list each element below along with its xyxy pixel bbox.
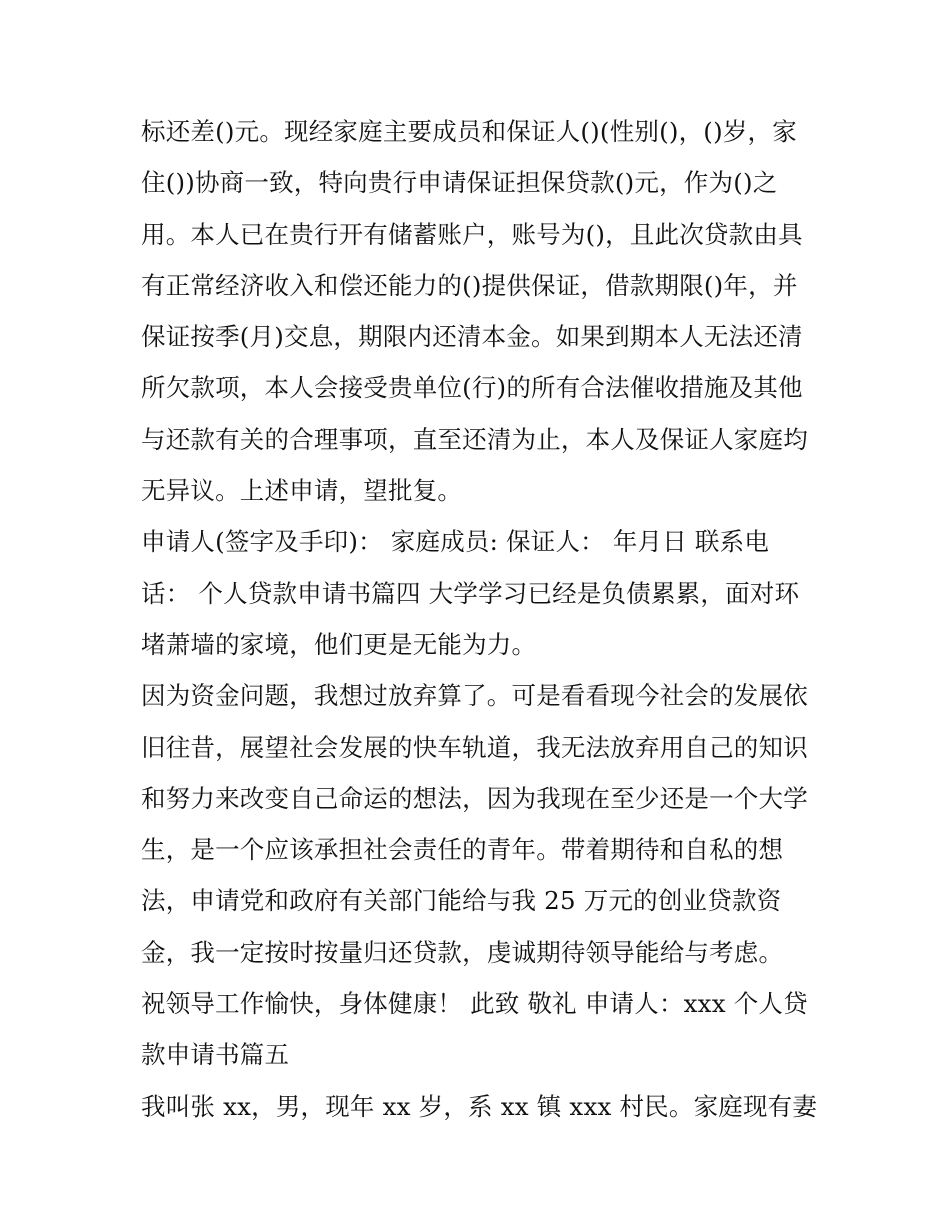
document-body [141, 106, 831, 1132]
text-line: 标还差()元。现经家庭主要成员和保证人()(性别()，()岁，家 [141, 117, 797, 146]
text-line: 与还款有关的合理事项，直至还清为止，本人及保证人家庭均 [141, 424, 808, 454]
text-line: 因为资金问题，我想过放弃算了。可是看看现今社会的发展依 [141, 681, 808, 711]
text-line: 话： 个人贷款申请书篇四 大学学习已经是负债累累，面对环 [141, 578, 800, 608]
text-line: 无异议。上述申请，望批复。 [141, 476, 463, 506]
text-line: 用。本人已在贵行开有储蓄账户，账号为()，且此次贷款由具 [141, 219, 803, 249]
text-line: 金，我一定按时按量归还贷款，虔诚期待领导能给与考虑。 [141, 937, 784, 967]
text-line: 申请人(签字及手印)： 家庭成员: 保证人： 年月日 联系电 [141, 527, 770, 557]
text-line: 保证按季(月)交息，期限内还清本金。如果到期本人无法还清 [141, 322, 803, 352]
text-line: 生，是一个应该承担社会责任的青年。带着期待和自私的想 [141, 835, 784, 865]
text-line: 堵萧墙的家境，他们更是无能为力。 [141, 629, 537, 659]
text-line: 有正常经济收入和偿还能力的()提供保证，借款期限()年，并 [141, 270, 798, 300]
text-line: 旧往昔，展望社会发展的快车轨道，我无法放弃用自己的知识 [141, 732, 808, 762]
text-line: 住())协商一致，特向贵行申请保证担保贷款()元，作为()之 [141, 168, 778, 198]
text-line: 祝领导工作愉快，身体健康！ 此致 敬礼 申请人：xxx 个人贷 [141, 989, 808, 1019]
text-line: 所欠款项，本人会接受贵单位(行)的所有合法催收措施及其他 [141, 373, 803, 403]
text-line: 我叫张 xx，男，现年 xx 岁，系 xx 镇 xxx 村民。家庭现有妻 [141, 1091, 818, 1121]
text-line: 款申请书篇五 [141, 1040, 290, 1070]
text-line: 法，申请党和政府有关部门能给与我 25 万元的创业贷款资 [141, 886, 782, 916]
text-line: 和努力来改变自己命运的想法，因为我现在至少还是一个大学 [141, 783, 808, 813]
